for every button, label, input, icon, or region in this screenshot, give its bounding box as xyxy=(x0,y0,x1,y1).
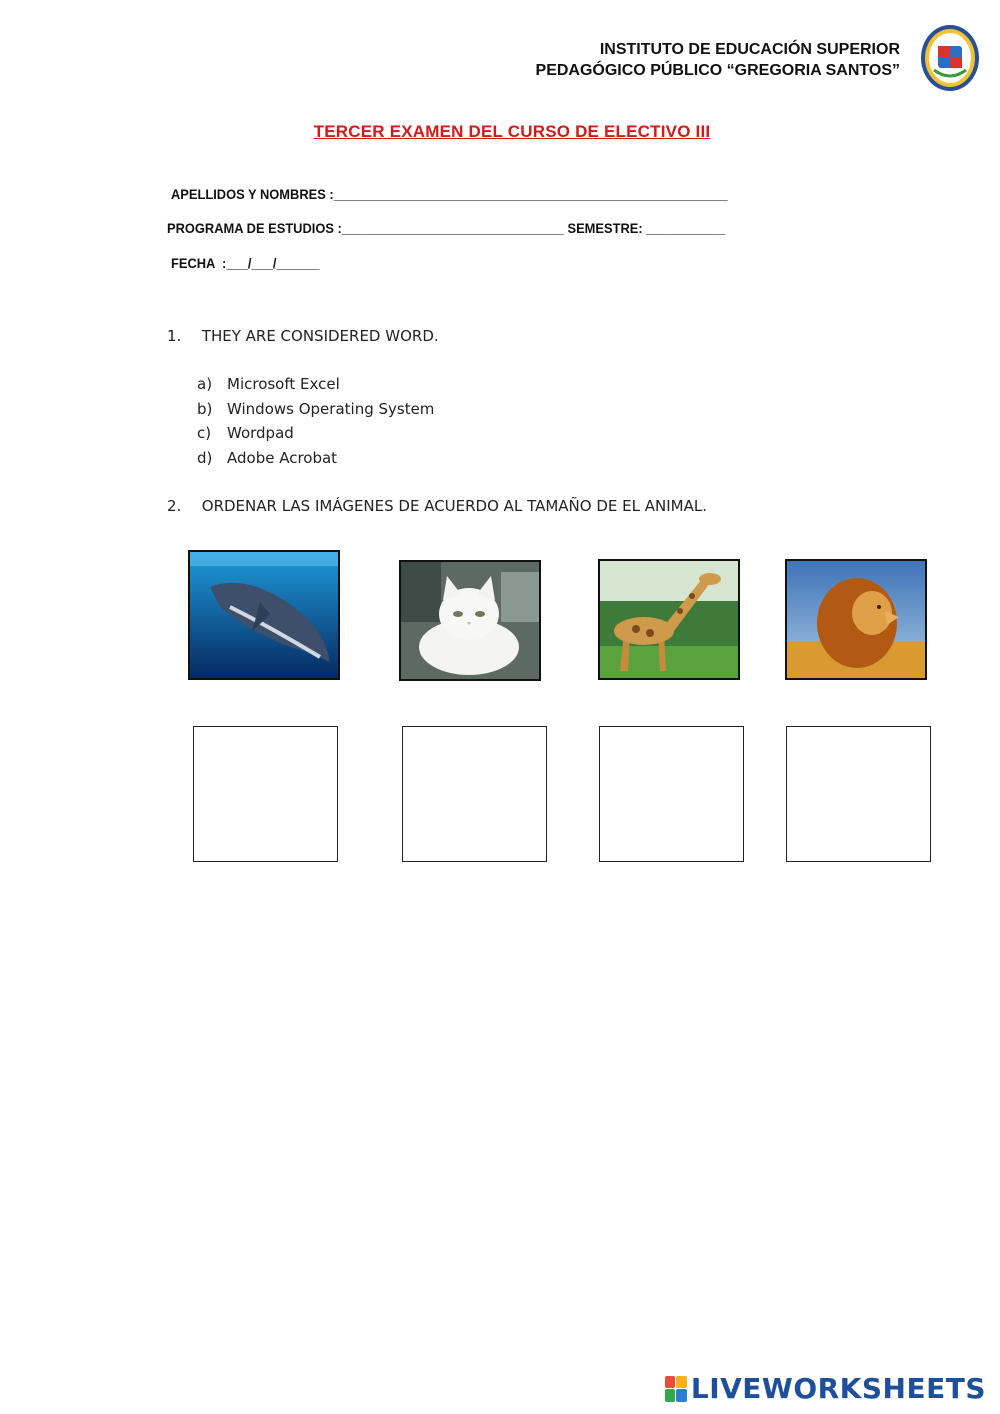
option-letter: a) xyxy=(197,375,213,393)
logo-square-red xyxy=(665,1376,676,1389)
option-b[interactable] xyxy=(197,400,434,418)
option-letter: d) xyxy=(197,449,213,467)
logo-square-blue xyxy=(676,1389,687,1402)
question-number: 2. xyxy=(167,497,182,515)
giraffe-image[interactable] xyxy=(598,559,740,680)
answer-box-2[interactable] xyxy=(402,726,547,862)
liveworksheets-logo-icon xyxy=(665,1376,687,1402)
question-2 xyxy=(167,497,707,515)
institute-line-1: INSTITUTO DE EDUCACIÓN SUPERIOR xyxy=(599,41,900,58)
cat-image[interactable] xyxy=(399,560,541,681)
liveworksheets-text: LIVEWORKSHEETS xyxy=(690,1372,986,1405)
institute-name xyxy=(536,39,900,81)
date-field[interactable]: FECHA :___/___/______ xyxy=(171,255,320,271)
option-c[interactable] xyxy=(197,424,294,442)
answer-box-3[interactable] xyxy=(599,726,744,862)
answer-box-1[interactable] xyxy=(193,726,338,862)
lion-image[interactable] xyxy=(785,559,927,680)
question-text: THEY ARE CONSIDERED WORD. xyxy=(201,327,439,345)
question-number: 1. xyxy=(167,327,182,345)
question-text: ORDENAR LAS IMÁGENES DE ACUERDO AL TAMAÑO DE EL ANIMAL. xyxy=(201,497,707,515)
option-a[interactable] xyxy=(197,375,340,393)
logo-square-yellow xyxy=(676,1376,687,1389)
institute-line-2: PEDAGÓGICO PÚBLICO “GREGORIA SANTOS” xyxy=(535,62,900,79)
whale-image[interactable] xyxy=(188,550,340,680)
option-text: Adobe Acrobat xyxy=(227,449,338,467)
option-text: Microsoft Excel xyxy=(227,375,340,393)
question-1 xyxy=(167,327,439,345)
institute-seal-logo xyxy=(920,24,980,92)
option-text: Wordpad xyxy=(227,424,294,442)
liveworksheets-brand xyxy=(665,1372,986,1405)
option-text: Windows Operating System xyxy=(227,400,435,418)
option-letter: c) xyxy=(197,424,212,442)
names-field[interactable]: APELLIDOS Y NOMBRES :_______________________________________________________ xyxy=(171,186,728,202)
answer-box-4[interactable] xyxy=(786,726,931,862)
exam-title: TERCER EXAMEN DEL CURSO DE ELECTIVO III xyxy=(313,122,711,141)
option-d[interactable] xyxy=(197,449,337,467)
program-semester-field[interactable]: PROGRAMA DE ESTUDIOS :_______________________________ SEMESTRE: ___________ xyxy=(167,220,726,236)
option-letter: b) xyxy=(197,400,213,418)
logo-square-green xyxy=(665,1389,676,1402)
